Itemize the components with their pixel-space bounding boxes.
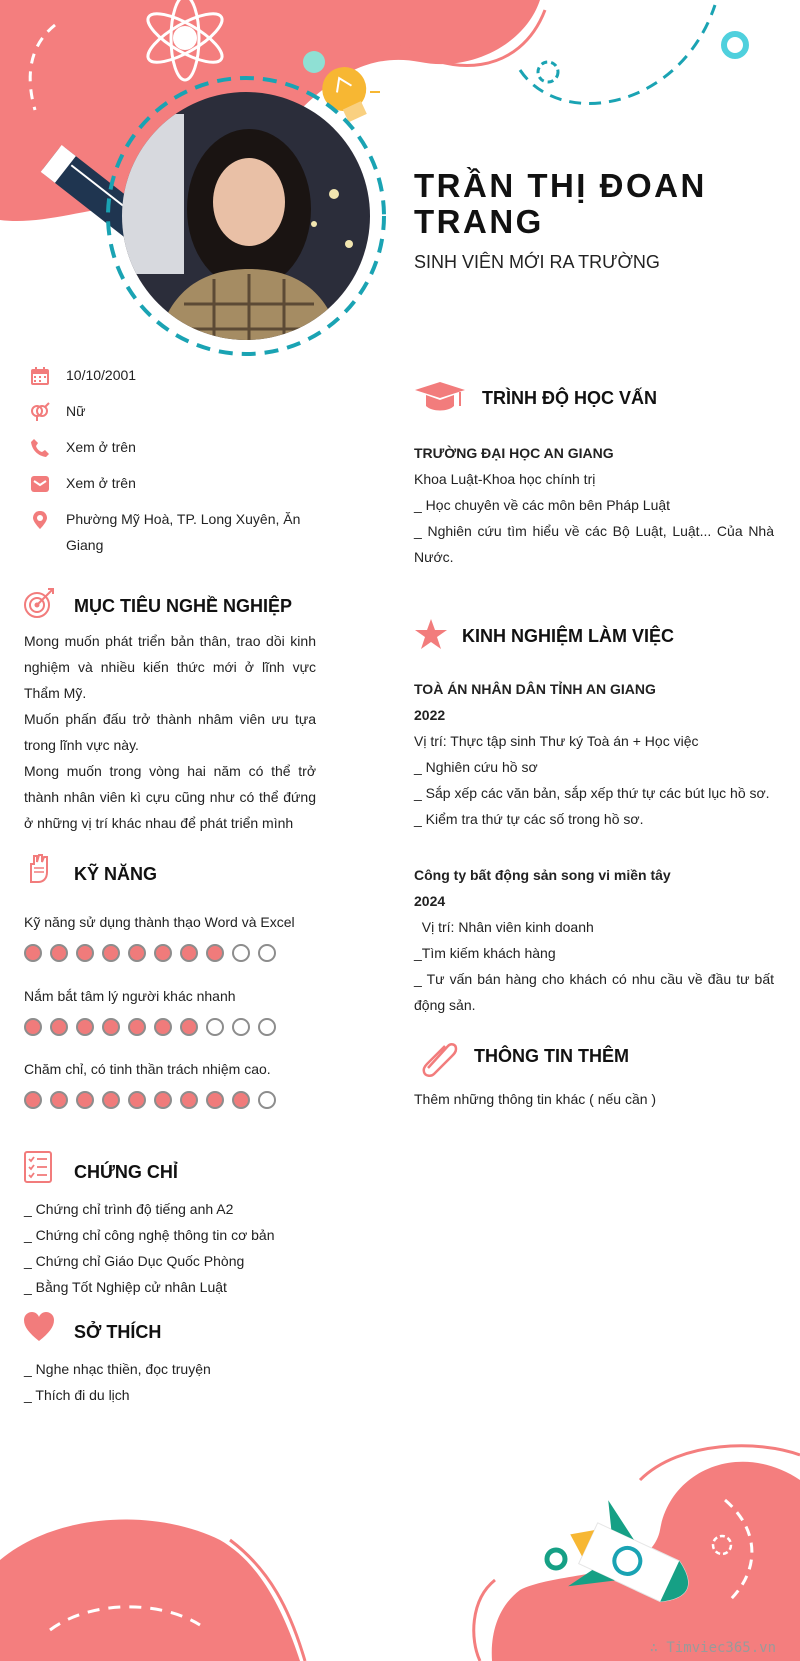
certificate-item: _ Bằng Tốt Nghiệp cử nhân Luật <box>24 1279 227 1295</box>
rating-dot-filled <box>128 1091 146 1109</box>
rating-dot-filled <box>180 1091 198 1109</box>
school-name: TRƯỜNG ĐẠI HỌC AN GIANG <box>414 445 614 461</box>
job-line: _ Tư vấn bán hàng cho khách có nhu cầu về đầu tư bất động sản. <box>414 971 774 1013</box>
skill-name: Chăm chỉ, có tinh thần trách nhiệm cao. <box>24 1061 271 1077</box>
watermark: ∴ Timviec365.vn <box>649 1640 776 1656</box>
rating-dot-filled <box>76 1018 94 1036</box>
phone-icon <box>30 438 50 458</box>
education-heading: TRÌNH ĐỘ HỌC VẤN <box>482 388 657 408</box>
rating-dot-filled <box>24 944 42 962</box>
candidate-name: TRẦN THỊ ĐOAN TRANG <box>414 167 707 240</box>
skills-heading: KỸ NĂNG <box>74 864 158 884</box>
skill-rating <box>24 944 276 968</box>
certificates-heading: CHỨNG CHỈ <box>74 1162 178 1182</box>
rating-dot-empty <box>258 1091 276 1109</box>
job-line: _Tìm kiếm khách hàng <box>414 945 556 961</box>
gender-text: Nữ <box>66 403 86 419</box>
profile-photo-frame <box>104 74 388 358</box>
job-year: 2024 <box>414 893 446 909</box>
location-icon <box>30 510 50 530</box>
calendar-icon <box>30 366 50 386</box>
rating-dot-filled <box>50 1018 68 1036</box>
rating-dot-filled <box>128 944 146 962</box>
objective-line: Mong muốn phát triển bản thân, trao dồi kinh nghiệm và nhiều kiến thức mới ở lĩnh vực Thẩm Mỹ. <box>24 633 316 701</box>
job-line: _ Nghiên cứu hồ sơ <box>414 759 538 775</box>
email-text: Xem ở trên <box>66 475 136 491</box>
paperclip-icon <box>418 1036 460 1078</box>
certificate-item: _ Chứng chỉ trình độ tiếng anh A2 <box>24 1201 234 1217</box>
education-line: _ Học chuyên về các môn bên Pháp Luật <box>414 497 671 513</box>
rating-dot-empty <box>258 944 276 962</box>
company-name: TOÀ ÁN NHÂN DÂN TỈNH AN GIANG <box>414 681 656 697</box>
education-line: _ Nghiên cứu tìm hiểu về các Bộ Luật, Luật... Của Nhà Nước. <box>414 523 774 565</box>
education-line: Khoa Luật-Khoa học chính trị <box>414 471 596 487</box>
skill-name: Kỹ năng sử dụng thành thạo Word và Excel <box>24 914 295 930</box>
skill-rating <box>24 1091 276 1115</box>
rating-dot-filled <box>128 1018 146 1036</box>
rating-dot-filled <box>232 1091 250 1109</box>
extra-text: Thêm những thông tin khác ( nếu cần ) <box>414 1091 657 1107</box>
company-name: Công ty bất động sản song vi miền tây <box>414 867 671 883</box>
rating-dot-filled <box>154 1091 172 1109</box>
certificates-list <box>24 1196 324 1300</box>
address-text: Phường Mỹ Hoà, TP. Long Xuyên, Ăn Giang <box>66 511 301 553</box>
rating-dot-empty <box>232 944 250 962</box>
job-line: Vị trí: Thực tập sinh Thư ký Toà án + Học việc <box>414 733 699 749</box>
hobbies-heading: SỞ THÍCH <box>74 1322 162 1342</box>
objective-text <box>24 628 316 836</box>
rating-dot-filled <box>180 1018 198 1036</box>
rating-dot-filled <box>180 944 198 962</box>
rating-dot-filled <box>102 1018 120 1036</box>
job-entry <box>414 862 774 1018</box>
rating-dot-filled <box>102 1091 120 1109</box>
hobby-item: _ Nghe nhạc thiền, đọc truyện <box>24 1361 211 1377</box>
skill-name: Nắm bắt tâm lý người khác nhanh <box>24 988 236 1004</box>
experience-heading: KINH NGHIỆM LÀM VIỆC <box>462 626 675 646</box>
job-line: _ Kiểm tra thứ tự các số trong hồ sơ. <box>414 811 644 827</box>
rating-dot-filled <box>50 1091 68 1109</box>
phone-text: Xem ở trên <box>66 439 136 455</box>
rating-dot-empty <box>206 1018 224 1036</box>
certificate-item: _ Chứng chỉ công nghệ thông tin cơ bản <box>24 1227 275 1243</box>
certificate-item: _ Chứng chỉ Giáo Dục Quốc Phòng <box>24 1253 245 1269</box>
rating-dot-filled <box>76 944 94 962</box>
education-content <box>414 440 774 570</box>
objective-line: Muốn phấn đấu trở thành nhâm viên ưu tựa trong lĩnh vực này. <box>24 711 316 753</box>
job-entry <box>414 676 774 832</box>
objective-line: Mong muốn trong vòng hai năm có thể trở thành nhân viên kì cựu cũng như có thể đứng ở những vị trí khác nhau để phát triển mình <box>24 763 316 831</box>
job-line: Vị trí: Nhân viên kinh doanh <box>414 919 594 935</box>
hobbies-list <box>24 1356 324 1408</box>
rating-dot-filled <box>154 1018 172 1036</box>
rating-dot-empty <box>232 1018 250 1036</box>
hand-icon <box>22 852 56 886</box>
rating-dot-filled <box>24 1018 42 1036</box>
objective-heading: MỤC TIÊU NGHỀ NGHIỆP <box>74 596 293 616</box>
rating-dot-filled <box>50 944 68 962</box>
rating-dot-filled <box>206 1091 224 1109</box>
birthdate-text: 10/10/2001 <box>66 367 137 383</box>
rating-dot-filled <box>24 1091 42 1109</box>
job-line: _ Sắp xếp các văn bản, sắp xếp thứ tự các bút lục hồ sơ. <box>414 785 770 801</box>
graduation-cap-icon <box>414 380 466 414</box>
job-title: SINH VIÊN MỚI RA TRƯỜNG <box>414 252 660 272</box>
rating-dot-filled <box>206 944 224 962</box>
heart-icon <box>22 1310 56 1344</box>
job-year: 2022 <box>414 707 446 723</box>
rating-dot-filled <box>154 944 172 962</box>
rating-dot-empty <box>258 1018 276 1036</box>
checklist-icon <box>22 1150 56 1184</box>
rating-dot-filled <box>102 944 120 962</box>
rating-dot-filled <box>76 1091 94 1109</box>
extra-heading: THÔNG TIN THÊM <box>474 1046 629 1066</box>
avatar <box>104 74 388 358</box>
skill-rating <box>24 1018 276 1042</box>
star-icon <box>414 618 448 652</box>
hobby-item: _ Thích đi du lịch <box>24 1387 130 1403</box>
gender-icon <box>30 402 50 422</box>
email-icon <box>30 474 50 494</box>
target-icon <box>22 586 56 620</box>
